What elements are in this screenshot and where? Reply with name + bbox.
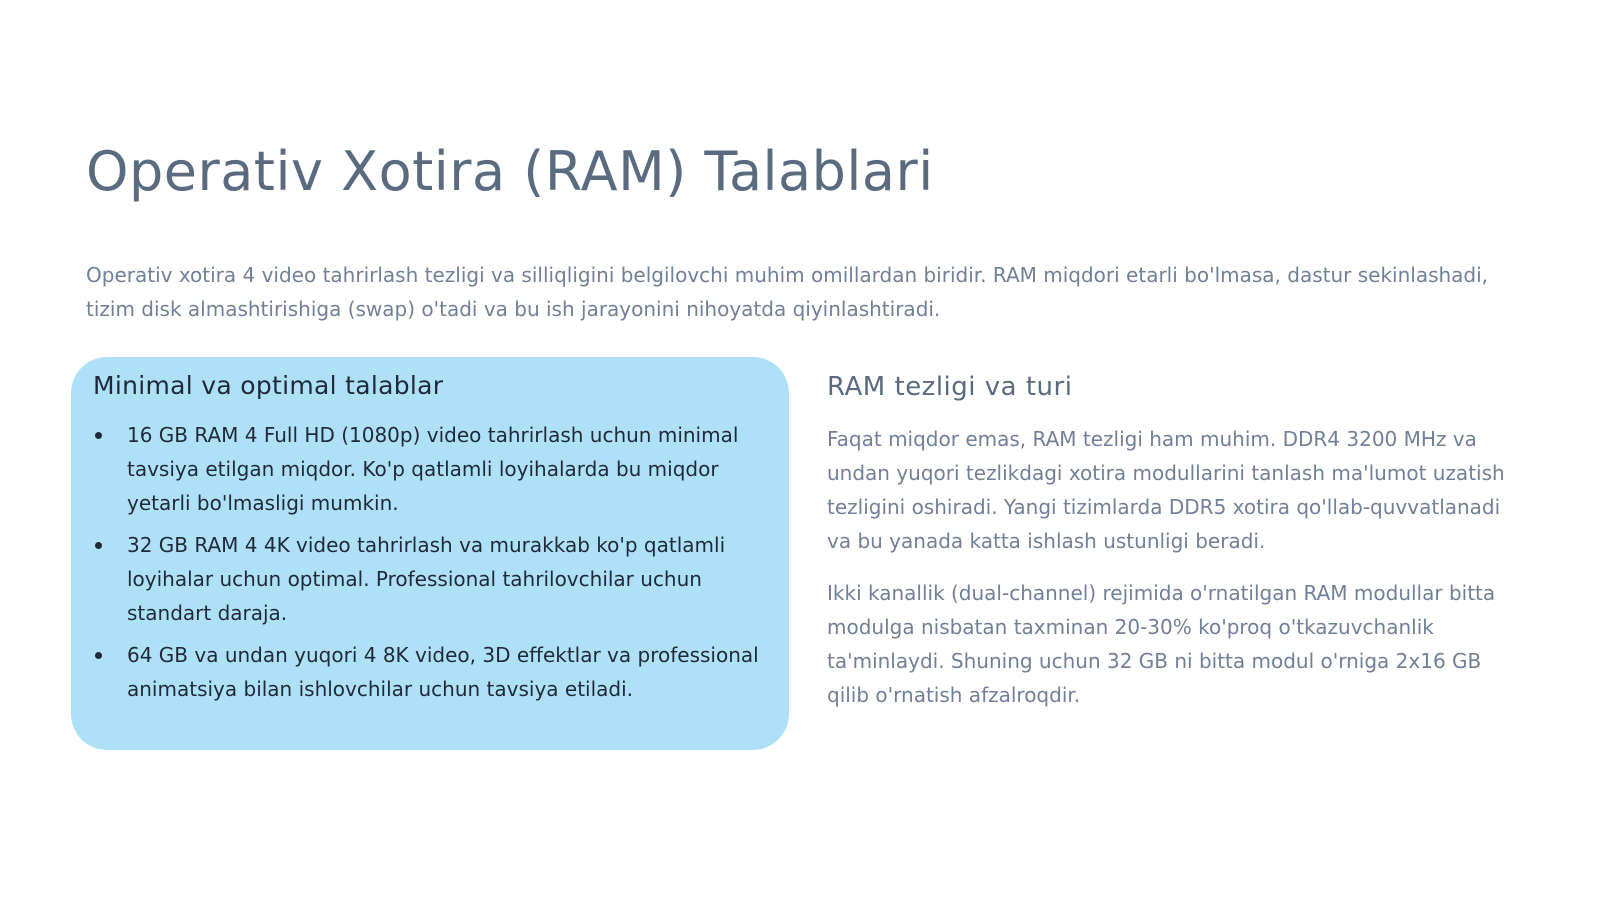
section-title: RAM tezligi va turi: [827, 372, 1073, 402]
list-item-text: 16 GB RAM 4 Full HD (1080p) video tahrirlash uchun minimal tavsiya etilgan miqdor. Ko'p qatlamli loyihalarda bu miqdor yetarli bo'lmasligi mumkin.: [127, 423, 739, 515]
section-paragraph: Faqat miqdor emas, RAM tezligi ham muhim. DDR4 3200 MHz va undan yuqori tezlikdagi xotira modullarini tanlash ma'lumot uzatish tezligini oshiradi. Yangi tizimlarda DDR5 xotira qo'llab-quvvatlanadi va bu yanada katta ishlash ustunligi beradi.: [827, 427, 1505, 553]
bullet-icon: [95, 652, 102, 659]
ram-speed-section: [827, 372, 1512, 730]
card-title: Minimal va optimal talablar: [93, 371, 444, 400]
intro-paragraph: Operativ xotira 4 video tahrirlash tezligi va silliqligini belgilovchi muhim omillardan biridir. RAM miqdori etarli bo'lmasa, dastur sekinlashadi, tizim disk almashtirishiga (swap) o'tadi va bu ish jarayonini nihoyatda qiyinlashtiradi.: [86, 263, 1489, 321]
bullet-icon: [95, 542, 102, 549]
bullet-icon: [95, 432, 102, 439]
slide-title: Operativ Xotira (RAM) Talablari: [86, 140, 934, 203]
section-paragraph: Ikki kanallik (dual-channel) rejimida o'rnatilgan RAM modullar bitta modulga nisbatan taxminan 20-30% ko'proq o'tkazuvchanlik ta'minlaydi. Shuning uchun 32 GB ni bitta modul o'rniga 2x16 GB qilib o'rnatish afzalroqdir.: [827, 581, 1496, 707]
list-item: [93, 638, 759, 706]
list-item-text: 64 GB va undan yuqori 4 8K video, 3D effektlar va professional animatsiya bilan ishlovchilar uchun tavsiya etiladi.: [127, 643, 759, 701]
list-item: [93, 528, 759, 630]
requirements-card: [71, 357, 789, 750]
list-item: [93, 418, 759, 520]
requirements-list: [93, 418, 759, 706]
list-item-text: 32 GB RAM 4 4K video tahrirlash va murakkab ko'p qatlamli loyihalar uchun optimal. Professional tahrilovchilar uchun standart daraja.: [127, 533, 726, 625]
